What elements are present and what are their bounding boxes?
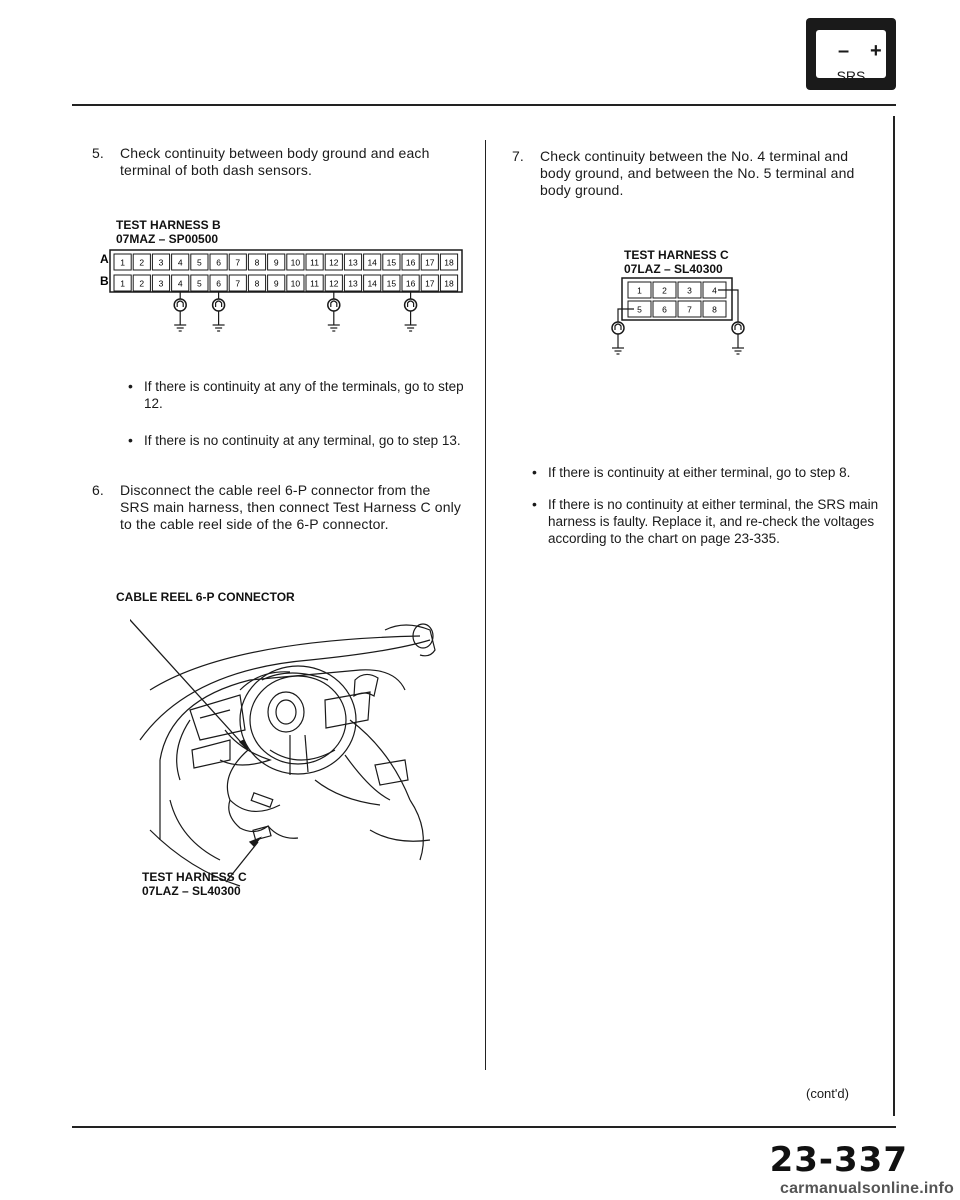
terminal-number: 9 — [273, 278, 279, 289]
terminal-number: 14 — [367, 257, 377, 268]
watermark-text: carmanualsonline.info — [779, 1180, 954, 1197]
terminal-number: 1 — [120, 257, 125, 268]
right-frame-line — [893, 116, 895, 1116]
harness-c-caption — [624, 248, 824, 276]
terminal-number: 16 — [405, 278, 416, 289]
step-5 — [92, 145, 462, 185]
terminal-number: 5 — [637, 304, 642, 315]
terminal-number: 3 — [158, 257, 164, 268]
terminal-number: 7 — [687, 304, 692, 315]
bullet-text: If there is continuity at any of the terminals, go to step 12. — [144, 379, 464, 411]
bullet-text: If there is no continuity at either terminal, the SRS main harness is faulty. Replace it, and re-check the voltages according to the chart on page 23-335. — [548, 497, 879, 546]
terminal-number: 4 — [177, 257, 183, 268]
ground-symbol-icon — [405, 291, 417, 331]
terminal-number: 16 — [405, 257, 416, 268]
terminal-number: 7 — [235, 257, 241, 268]
terminal-number: 6 — [216, 257, 221, 268]
bullet-harness-faulty — [532, 496, 882, 568]
terminal-number: 18 — [444, 278, 454, 289]
harness-b-caption — [116, 218, 376, 246]
continued-note: (cont'd) — [806, 1086, 849, 1101]
minus-sign: – — [838, 40, 850, 62]
bullet-text: If there is continuity at either terminal, go to step 8. — [548, 465, 851, 480]
terminal-number: 5 — [197, 278, 202, 289]
step-number: 5. — [92, 145, 104, 161]
bullet-dot: • — [532, 464, 537, 480]
harness-b-part: 07MAZ – SP00500 — [116, 232, 219, 246]
ground-symbol-icon — [732, 314, 744, 354]
dashboard-illustration — [130, 600, 470, 890]
terminal-number: 17 — [425, 278, 435, 289]
terminal-number: 4 — [177, 278, 183, 289]
terminal-number: 10 — [290, 257, 301, 268]
harness-c-title: TEST HARNESS C — [624, 248, 729, 262]
terminal-number: 1 — [637, 285, 642, 296]
step-number: 7. — [512, 148, 524, 164]
step-text: Disconnect the cable reel 6-P connector from the SRS main harness, then connect Test Harness C only to the cable reel side of the 6-P connector. — [120, 482, 462, 532]
terminal-number: 15 — [386, 257, 397, 268]
top-rule — [72, 104, 896, 106]
terminal-number: 3 — [158, 278, 164, 289]
terminal-number: 18 — [444, 257, 454, 268]
terminal-number: 17 — [425, 257, 435, 268]
terminal-number: 4 — [712, 285, 717, 296]
harness-c-part: 07LAZ – SL40300 — [624, 262, 723, 276]
step-text: Check continuity between the No. 4 terminal and body ground, and between the No. 5 terminal and body ground. — [540, 148, 855, 198]
terminal-number: 8 — [254, 257, 260, 268]
terminal-number: 5 — [197, 257, 202, 268]
bullet-continuity-either — [532, 464, 882, 484]
terminal-number: 2 — [139, 257, 145, 268]
bullet-dot: • — [128, 432, 133, 448]
terminal-number: 12 — [329, 257, 339, 268]
terminal-number: 12 — [329, 278, 339, 289]
terminal-number: 11 — [310, 257, 320, 268]
ground-symbol-icon — [174, 291, 186, 331]
cable-reel-connector-label: CABLE REEL 6-P CONNECTOR — [116, 590, 295, 604]
harness-b-diagram — [98, 244, 468, 334]
harness-c-callout — [142, 870, 342, 898]
terminal-number: 13 — [348, 278, 358, 289]
bullet-dot: • — [128, 378, 133, 394]
terminal-number: 8 — [712, 304, 717, 315]
harness-c-diagram — [600, 274, 760, 374]
terminal-number: 3 — [687, 285, 692, 296]
terminal-number: 1 — [120, 278, 125, 289]
terminal-number: 15 — [386, 278, 397, 289]
ground-symbol-icon — [213, 291, 225, 331]
bullet-dot: • — [532, 496, 537, 512]
row-b-label: B — [100, 274, 109, 288]
row-a-label: A — [100, 252, 109, 266]
terminal-number: 13 — [348, 257, 358, 268]
terminal-number: 11 — [310, 278, 320, 289]
step-number: 6. — [92, 482, 104, 498]
bullet-text: If there is no continuity at any terminal, go to step 13. — [144, 433, 461, 448]
terminal-number: 2 — [662, 285, 667, 296]
bullet-no-continuity — [128, 432, 464, 468]
harness-c-callout-part: 07LAZ – SL40300 — [142, 884, 241, 898]
harness-c-callout-title: TEST HARNESS C — [142, 870, 247, 884]
step-6 — [92, 482, 462, 540]
terminal-number: 9 — [273, 257, 279, 268]
srs-label: SRS — [836, 68, 866, 84]
ground-symbol-icon — [328, 291, 340, 331]
plus-sign: + — [870, 40, 882, 62]
bullet-continuity-any — [128, 378, 464, 414]
terminal-number: 6 — [662, 304, 667, 315]
harness-b-title: TEST HARNESS B — [116, 218, 221, 232]
terminal-number: 10 — [290, 278, 301, 289]
terminal-number: 2 — [139, 278, 145, 289]
column-divider — [485, 140, 486, 1070]
step-text: Check continuity between body ground and each terminal of both dash sensors. — [120, 145, 430, 178]
bottom-rule — [72, 1126, 896, 1128]
step-7 — [512, 148, 882, 204]
terminal-number: 7 — [235, 278, 241, 289]
terminal-number: 8 — [254, 278, 260, 289]
terminal-number: 6 — [216, 278, 221, 289]
page-number: 23-337 — [769, 1140, 908, 1180]
srs-icon — [806, 18, 896, 90]
terminal-number: 14 — [367, 278, 377, 289]
